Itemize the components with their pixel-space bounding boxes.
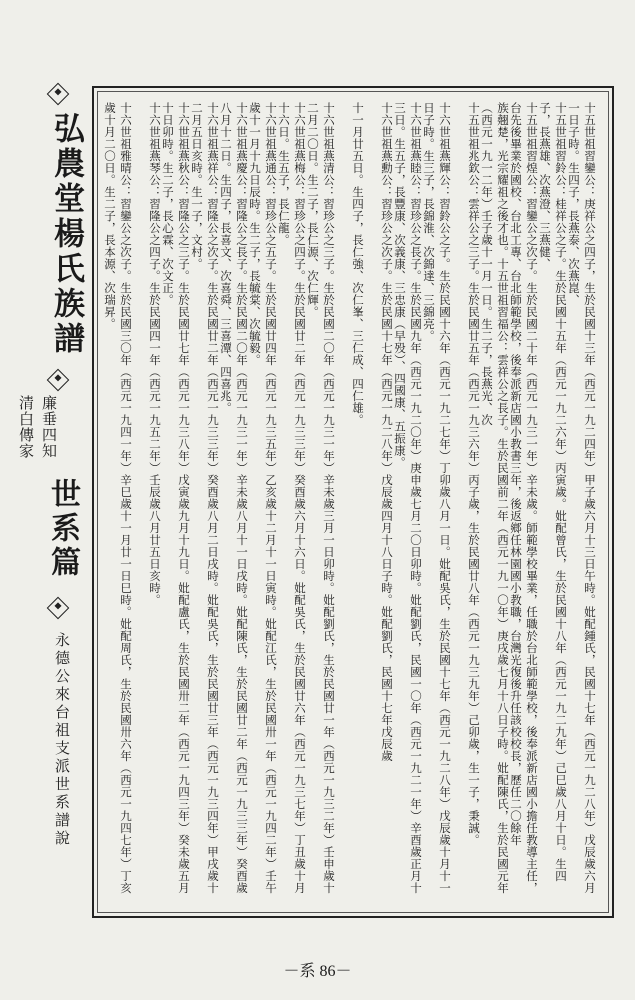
genealogy-entry: 十五世祖兆欽公：雲祥公之三子。生於民國廿五年（西元一九三六年）丙子歲，生於民國廿八年（西元一九三九年）己卯歲，生一子，秉誠。: [467, 102, 481, 846]
genealogy-entry: 十六世祖燕慶公：習隆公之長子。生於民國二〇年（西元一九三一年）辛未歲八月十一日戌時。妣配陳氏，生於民國廿二年（西元一九三三年）癸酉歲八月十二日。生四子，長喜文、次喜舜、三喜潭、四喜兆。: [219, 102, 249, 894]
book-title: 弘農堂楊氏族譜: [48, 112, 84, 357]
genealogy-entry: 十六世祖燕秋公：習隆公之三子。生於民國廿七年（西元一九三八年）戊寅歲九月十九日。妣配盧氏，生於民國卅二年（西元一九四三年）癸未歲五月十日卯時。生二子，長心霖、次文正。: [161, 102, 191, 894]
genealogy-entry: 十六世祖燕通公：習珍公之五子。生於民國廿四年（西元一九三五年）乙亥歲十二月十一日寅時。妣配江氏，生於民國卅一年（西元一九四二年）壬午歲十一月十九日辰時。生二子，長毓棠、次毓毅。: [248, 102, 278, 894]
page-number: －系 86－: [283, 963, 352, 980]
motto-block: [16, 395, 60, 459]
middle-diamond-ornament: [47, 369, 70, 392]
genealogy-entry: 十六世祖燕清公：習珍公之三子。生於民國二〇年（西元一九三一年）辛未歲三月一日卯時。妣配劉氏，生於民國廿一年（西元一九三二年）壬申歲十二月二〇日。生二子，長仁源、次仁輝。: [306, 102, 336, 894]
genealogy-entry: 十五世祖習鑾公：庚祥公之四子，生於民國十三年（西元一九二四年）甲子歲六月十三日午時。妣配鍾氏，民國十七年（西元一九二八年）戊辰歲六月一日子時。生四子，長燕泰、次燕崑、: [567, 102, 597, 894]
lower-diamond-ornament: [47, 597, 70, 620]
top-diamond-ornament: [47, 83, 70, 106]
genealogy-entry: 十六世祖燕輝公：習鈴公之子。生於民國十六年（西元一九二七年）丁卯歲八月一日。妣配吳氏，生於民國十七年（西元一九二八年）戊辰歲十月十一日子時。生三子，長錦淮、次錦達、三錦亮。: [422, 102, 452, 894]
genealogy-entry: 十一月廿五日。生四子，長仁強、次仁峯、三仁成、四仁雄。: [351, 102, 365, 426]
genealogy-frame: [92, 86, 614, 918]
section-title: 世系篇: [45, 478, 80, 580]
genealogy-entry: 十六世祖燕梅公：習珍公之四子。生於民國廿二年（西元一九三三年）癸酉歲六月十六日。妣配吳氏，生於民國廿六年（西元一九三七年）丁丑歲十月十六日。生五子，長仁龍。: [277, 102, 307, 894]
genealogy-entry: 十五世祖習鈴公：桂祥公之子。生於民國十五年（西元一九二六年）丙寅歲。妣配曾氏，生於民國十八年（西元一九二九年）己巳歲八月十日。生四子，長燕雄、次燕澄、三燕健、: [538, 102, 568, 882]
section-subtitle: 永德公來台祖支派世系譜說: [53, 632, 71, 848]
genealogy-entry: 十六世祖燕睦公：習珍公之長子。生於民國九年（西元一九二〇年）庚申歲七月二〇日卯時。妣配劉氏，民國一〇年（西元一九二一年）辛酉歲正月十三日。生五子，長豐康、次義康、三忠康（早殁）、四國康、五振康。: [393, 102, 423, 894]
genealogy-entry: 族翹楚，光宗耀祖之後才也。十五世祖習福公：雲祥公之長子。生於民國前二年（西元一九一〇年）庚戌歲七月十八日子時。妣配陳氏，生於民國元年（西元一九一二年）壬子歲十一月一日。生二子，長燕光、次: [480, 102, 510, 894]
genealogy-entry: 十六世祖雅晴公：習鑾公之次子。生於民國三〇年（西元一九四一年）辛巳歲十一月廿一日巳時。妣配周氏，生於民國卅六年（西元一九四七年）丁亥歲十月二〇日。生二子，長本源、次瑞昇。: [103, 102, 133, 894]
genealogy-entry: 十六世祖燕勳公：習珍公之次子。生於民國十七年（西元一九二八年）戊辰歲四月十八日子時。妣配劉氏，民國十七年戊辰歲: [380, 102, 394, 762]
motto-left: 清白傳家: [17, 395, 35, 459]
motto-right: 廉垂四知: [40, 395, 58, 459]
genealogy-entry: 十六世祖燕琴公：習隆公之四子。生於民國四一年（西元一九五二年）壬辰歲八月廿五日亥時。: [148, 102, 162, 606]
genealogy-entry: 十五世祖習煌公：習鑾公之次子。生於民國二十年（西元一九三一年）辛未歲。師範學校畢業，任職於台北師範學校，後奉派新店國小擔任教導主任，台先後畢業於國校、台北工專、台北師範學校，後奉派新店國小教書三年，後返鄉任林園國小教職，台灣光復後升任該校校長，歷任二〇餘年: [509, 102, 539, 894]
genealogy-entry: 十六世祖燕祥公：習隆公之次子。生於民國廿二年（西元一九三三年）癸酉歲八月二日戌時。妣配吳氏，生於民國廿三年（西元一九三四年）甲戌歲十二月五日亥時。生一子，文村。: [190, 102, 220, 894]
